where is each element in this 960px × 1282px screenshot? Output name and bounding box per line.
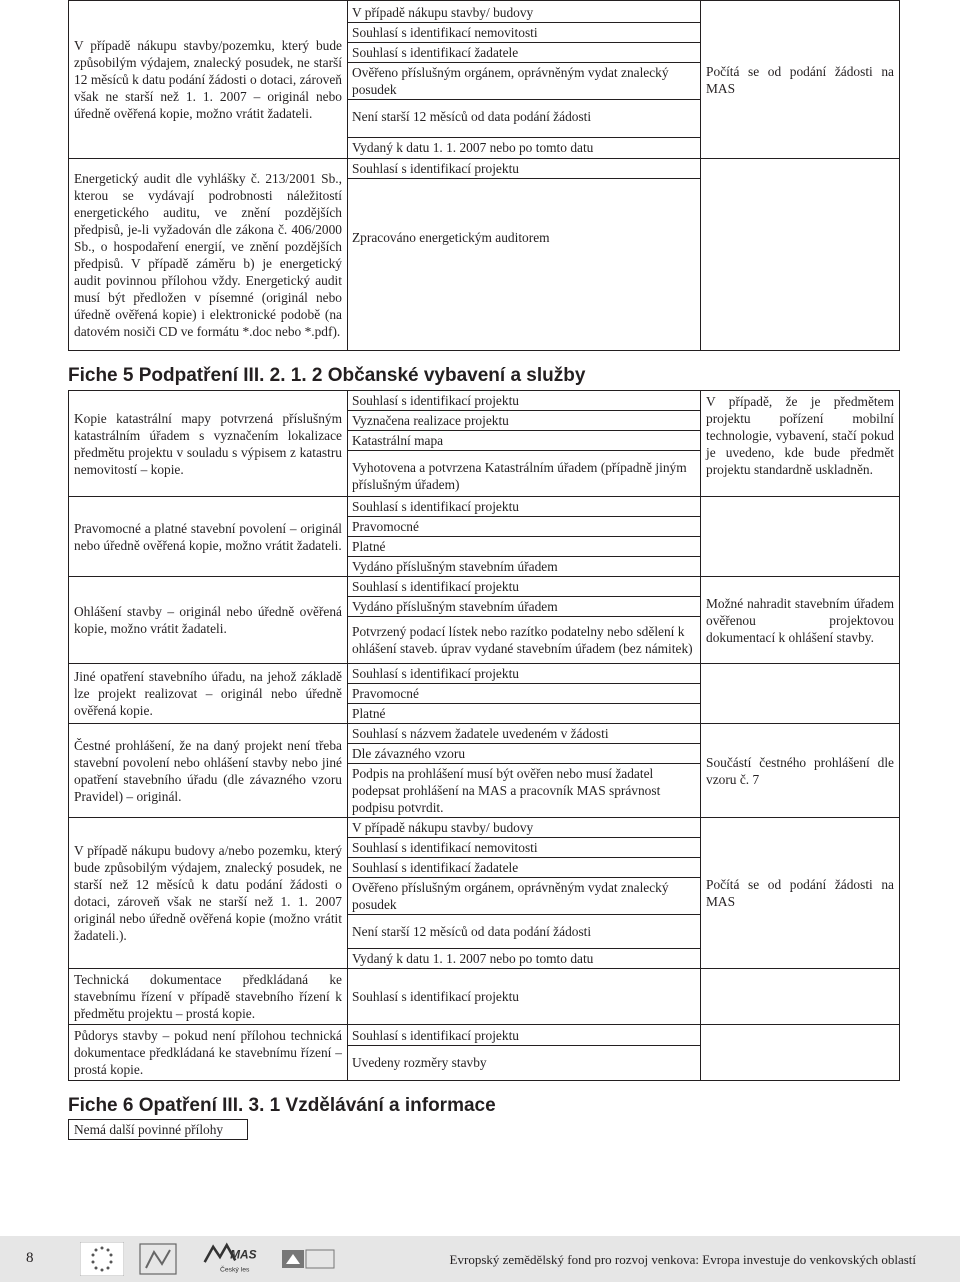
table-row — [69, 818, 900, 969]
criteria-cell — [348, 724, 701, 818]
criteria-line: Vyznačena realizace projektu — [348, 411, 700, 431]
note-cell: V případě, že je předmětem projektu pořízení mobilní technologie, vybavení, stačí pokud je uvedeno, kde bude předmět projektu standardně uskladněn. — [701, 391, 900, 497]
criteria-line: Není starší 12 měsíců od data podání žádosti — [348, 915, 700, 949]
page-number: 8 — [26, 1250, 34, 1266]
criteria-line: Potvrzený podací lístek nebo razítko podatelny nebo sdělení k ohlášení staveb. úprav vydané stavebním úřadem (bez námitek) — [352, 624, 693, 656]
program-logo-icon — [280, 1242, 336, 1276]
note-cell: Možné nahradit stavebním úřadem ověřenou projektovou dokumentací k ohlášení stavby. — [701, 577, 900, 664]
criteria-line: Souhlasí s identifikací projektu — [348, 577, 700, 597]
criteria-line: Zpracováno energetickým auditorem — [352, 230, 550, 245]
criteria-cell — [348, 1025, 701, 1081]
criteria-line: Pravomocné — [348, 684, 700, 704]
criteria-line: Platné — [348, 537, 700, 557]
criteria-line: V případě nákupu stavby/ budovy — [348, 818, 700, 838]
note-cell: Počítá se od podání žádosti na MAS — [701, 818, 900, 969]
criteria-line: Platné — [352, 706, 386, 721]
table-row — [69, 664, 900, 724]
note-cell — [701, 969, 900, 1025]
criteria-line: Vyhotovena a potvrzena Katastrálním úřadem (případně jiným příslušným úřadem) — [352, 460, 687, 492]
attachment-cell: V případě nákupu stavby/pozemku, který bude způsobilým výdajem, znalecký posudek, ne starší 12 měsíců k datu podání žádosti o dotaci, zároveň však ne starší než 1. 1. 2007 – originál nebo úředně ověřená kopie, možno vrátit žadateli. — [69, 1, 348, 159]
criteria-line: Souhlasí s identifikací projektu — [348, 1026, 700, 1046]
criteria-line: Souhlasí s názvem žadatele uvedeném v žádosti — [348, 724, 700, 744]
criteria-cell — [348, 969, 701, 1025]
mas-cesky-les-logo-icon — [196, 1240, 266, 1274]
criteria-cell — [348, 577, 701, 664]
criteria-line: Uvedeny rozměry stavby — [352, 1055, 487, 1070]
table-row — [69, 391, 900, 497]
table-row — [69, 724, 900, 818]
criteria-line: Katastrální mapa — [348, 431, 700, 451]
note-cell — [701, 159, 900, 351]
criteria-line: Není starší 12 měsíců od data podání žádosti — [348, 100, 700, 138]
attachment-cell: Kopie katastrální mapy potvrzená příslušným katastrálním úřadem s vyznačením lokalizace předmětu projektu v souladu s výpisem z katastru nemovitostí – kopie. — [69, 391, 348, 497]
criteria-line: Vydaný k datu 1. 1. 2007 nebo po tomto datu — [352, 139, 594, 155]
criteria-line: Ověřeno příslušným orgánem, oprávněným vydat znalecký posudek — [348, 63, 700, 100]
table-row — [69, 1, 900, 159]
attachment-cell: Energetický audit dle vyhlášky č. 213/2001 Sb., kterou se vydávají podrobnosti náležitostí energetického auditu, ve znění pozdějších předpisů, je-li vyžadován dle zákona č. 406/2000 Sb., o hospodaření energií, ve znění pozdějších předpisů. V případě záměru b) je energetický audit povinnou přílohou vždy. Energetický audit musí být předložen v písemné (originál nebo úředně ověřená kopie) i elektronické podobě (na datovém nosiči CD ve formátu *.doc nebo *.pdf). — [69, 159, 348, 351]
attachment-cell: Půdorys stavby – pokud není přílohou technická dokumentace předkládaná ke stavebnímu řízení – prostá kopie. — [69, 1025, 348, 1081]
criteria-line: Souhlasí s identifikací projektu — [352, 989, 519, 1004]
table-row — [69, 497, 900, 577]
criteria-line: Ověřeno příslušným orgánem, oprávněným vydat znalecký posudek — [348, 878, 700, 915]
table-row — [69, 159, 900, 351]
criteria-line: Souhlasí s identifikací projektu — [348, 159, 700, 179]
fiche5-table — [68, 390, 900, 1081]
criteria-line: Podpis na prohlášení musí být ověřen nebo musí žadatel podepsat prohlášení na MAS a pracovník MAS správnost podpisu potvrdit. — [352, 766, 661, 815]
note-cell — [701, 1025, 900, 1081]
note-cell: Počítá se od podání žádosti na MAS — [701, 1, 900, 159]
criteria-line: Souhlasí s identifikací nemovitosti — [348, 838, 700, 858]
criteria-line: Pravomocné — [348, 517, 700, 537]
top-table — [68, 0, 900, 351]
fiche5-heading: Fiche 5 Podpatření III. 2. 1. 2 Občanské vybavení a služby — [68, 365, 586, 386]
logo-caption: Český les — [219, 1266, 250, 1274]
criteria-line: Souhlasí s identifikací žadatele — [348, 43, 700, 63]
footer-text: Evropský zemědělský fond pro rozvoj venkova: Evropa investuje do venkovských oblastí — [449, 1252, 916, 1267]
attachment-cell: Jiné opatření stavebního úřadu, na jehož základě lze projekt realizovat – originál nebo úředně ověřená kopie. — [69, 664, 348, 724]
eu-flag-icon — [80, 1242, 124, 1276]
criteria-cell — [348, 1, 701, 159]
criteria-line: Souhlasí s identifikací projektu — [348, 664, 700, 684]
table-row — [69, 577, 900, 664]
criteria-line: Vydaný k datu 1. 1. 2007 nebo po tomto datu — [352, 951, 594, 966]
note-cell — [701, 497, 900, 577]
criteria-line: Souhlasí s identifikací projektu — [348, 391, 700, 411]
criteria-line: Vydáno příslušným stavebním úřadem — [352, 559, 558, 574]
note-cell — [701, 664, 900, 724]
attachment-cell: Čestné prohlášení, že na daný projekt není třeba stavební povolení nebo ohlášení stavby nebo jiné opatření stavebního úřadu (dle závazného vzoru Pravidel) – originál. — [69, 724, 348, 818]
note-cell: Součástí čestného prohlášení dle vzoru č. 7 — [701, 724, 900, 818]
criteria-cell — [348, 818, 701, 969]
criteria-cell — [348, 664, 701, 724]
table-row — [69, 1120, 248, 1140]
attachment-cell: V případě nákupu budovy a/nebo pozemku, který bude způsobilým výdajem, znalecký posudek, ne starší než 12 měsíců k datu podání žádosti o dotaci, zároveň však ne starší než 1. 1. 2007 originál nebo úředně ověřená kopie (možno vrátit žadateli.). — [69, 818, 348, 969]
criteria-line: Souhlasí s identifikací nemovitosti — [348, 23, 700, 43]
attachment-cell: Technická dokumentace předkládaná ke stavebnímu řízení v případě stavebního řízení k předmětu projektu – prostá kopie. — [69, 969, 348, 1025]
document-page — [68, 0, 896, 1140]
fiche6-table — [68, 1119, 248, 1140]
criteria-line: Souhlasí s identifikací projektu — [348, 497, 700, 517]
attachment-cell: Pravomocné a platné stavební povolení – originál nebo úředně ověřená kopie, možno vrátit žadateli. — [69, 497, 348, 577]
page-footer — [0, 1236, 960, 1282]
criteria-line: Dle závazného vzoru — [348, 744, 700, 764]
leader-logo-icon — [138, 1242, 178, 1276]
criteria-line: Souhlasí s identifikací žadatele — [348, 858, 700, 878]
table-row — [69, 1025, 900, 1081]
fiche6-heading: Fiche 6 Opatření III. 3. 1 Vzdělávání a informace — [68, 1095, 496, 1116]
table-row — [69, 969, 900, 1025]
criteria-line: V případě nákupu stavby/ budovy — [348, 3, 700, 23]
criteria-cell — [348, 159, 701, 351]
criteria-cell — [348, 497, 701, 577]
criteria-line: Vydáno příslušným stavebním úřadem — [348, 597, 700, 617]
svg-text:MAS: MAS — [230, 1247, 257, 1262]
criteria-cell — [348, 391, 701, 497]
fiche6-note: Nemá další povinné přílohy — [69, 1120, 248, 1140]
attachment-cell: Ohlášení stavby – originál nebo úředně ověřená kopie, možno vrátit žadateli. — [69, 577, 348, 664]
